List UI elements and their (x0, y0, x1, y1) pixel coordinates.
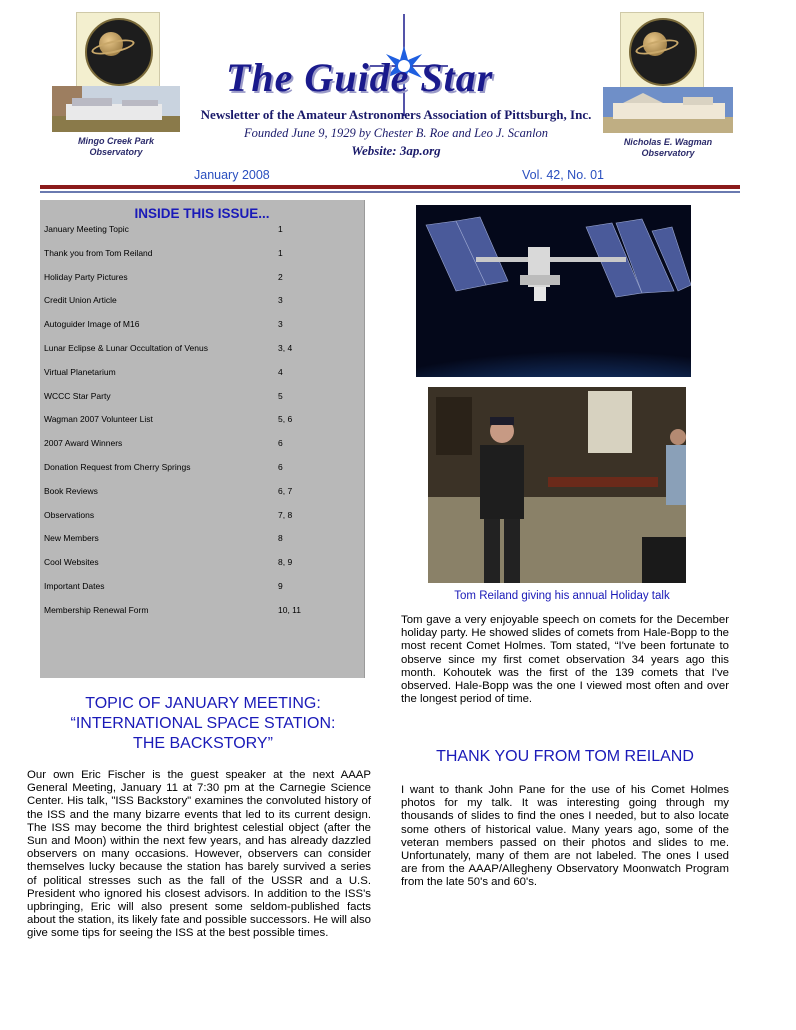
thank-you-heading: THANK YOU FROM TOM REILAND (436, 748, 694, 765)
aaap-seal-left-logo (76, 12, 160, 88)
toc-item-page: 4 (278, 366, 283, 377)
january-meeting-body: Our own Eric Fischer is the guest speaker at the next AAAP General Meeting, January 11 at 7:30 pm at the Carnegie Science Center. His talk, "ISS Backstory" examines the convoluted history of the ISS and the many bizarre events that led to its current design. The ISS may become the third brightest celestial object (after the Sun and Moon) within the next few years, and has already dazzled observers on many occasions. However, observers can consider themselves lucky because the station has barely survived a series of political stresses such as the fall of the USSR and a U.S. President who ignored his closest advisors. In addition to the ISS's upbringing, Eric will also present some seldom-published facts about the station, its likely fate and possible successors. He will also give some tips for seeing the ISS at the best possible times. (27, 769, 371, 940)
toc-row[interactable] (44, 222, 354, 236)
holiday-talk-body: Tom gave a very enjoyable speech on comets for the December holiday party. He showed slides of comets from Hale-Bopp to the most recent Comet Holmes. Tom stated, “I've been fortunate to observe since my first comet observation 34 years ago this month. Kohoutek was the first of the 139 comets that I've observed. Hale-Bopp was the one I viewed most often and over the longest period of time. (401, 614, 729, 706)
toc-row[interactable] (44, 412, 354, 426)
toc-row[interactable] (44, 365, 354, 379)
toc-item-page: 8 (278, 533, 283, 544)
toc-row[interactable] (44, 579, 354, 593)
toc-item-page: 1 (278, 247, 283, 258)
heading-line-2: “INTERNATIONAL SPACE STATION: (70, 715, 336, 732)
toc-item-title: Thank you from Tom Reiland (44, 247, 153, 258)
toc-row[interactable] (44, 531, 354, 545)
toc-item-page: 10, 11 (278, 604, 302, 615)
january-meeting-heading (36, 694, 370, 754)
issue-volume: Vol. 42, No. 01 (522, 168, 605, 182)
toc-item-page: 8, 9 (278, 557, 293, 568)
toc-item-title: Wagman 2007 Volunteer List (44, 414, 153, 425)
header-divider-blue (40, 191, 740, 193)
inside-this-issue-box (40, 200, 365, 678)
toc-item-title: Virtual Planetarium (44, 366, 116, 377)
issue-date: January 2008 (194, 168, 270, 182)
toc-item-page: 5, 6 (278, 414, 293, 425)
toc-row[interactable] (44, 484, 354, 498)
photo-caption: Tom Reiland giving his annual Holiday talk (454, 590, 670, 602)
toc-item-page: 5 (278, 390, 283, 401)
left-observatory-caption: Mingo Creek Park Observatory (77, 136, 155, 157)
toc-item-page: 3 (278, 295, 283, 306)
toc-item-title: January Meeting Topic (44, 224, 129, 234)
iss-photo (416, 205, 691, 377)
toc-item-title: Observations (44, 509, 95, 520)
toc-title: INSIDE THIS ISSUE... (134, 206, 270, 221)
toc-item-title: Important Dates (44, 581, 105, 591)
heading-line-1: TOPIC OF JANUARY MEETING: (85, 695, 321, 712)
toc-item-title: Cool Websites (44, 557, 99, 568)
mingo-creek-observatory-photo (52, 86, 180, 132)
toc-row[interactable] (44, 603, 354, 617)
toc-row[interactable] (44, 436, 354, 450)
toc-row[interactable] (44, 246, 354, 260)
wagman-observatory-photo (603, 87, 733, 133)
tom-reiland-holiday-talk-photo (428, 387, 686, 583)
aaap-seal-right-logo (620, 12, 704, 88)
toc-item-page: 2 (278, 271, 283, 282)
toc-item-title: Holiday Party Pictures (44, 271, 128, 282)
toc-row[interactable] (44, 317, 354, 331)
toc-item-title: New Members (44, 533, 99, 544)
toc-row[interactable] (44, 270, 354, 284)
thank-you-body: I want to thank John Pane for the use of his Comet Holmes photos for my talk. It was interesting going through my thousands of slides to find the ones I needed, but to also locate some others of historical value. Many years ago, some of the veteran members passed on their photos and slides to me. Unfortunately, many of them are not labeled. The ones I used are from the AAAP/Allegheny Observatory Moonwatch Program from the late 50's and 60's. (401, 784, 729, 889)
toc-item-page: 6 (278, 438, 283, 449)
newsletter-subtitle: Newsletter of the Amateur Astronomers Association of Pittsburgh, Inc. (200, 107, 592, 122)
toc-item-title: Donation Request from Cherry Springs (44, 462, 191, 472)
toc-item-page: 3, 4 (278, 343, 293, 353)
toc-item-title: Autoguider Image of M16 (44, 319, 140, 330)
newsletter-title: The Guide Star (226, 55, 494, 100)
toc-item-title: WCCC Star Party (44, 390, 111, 401)
toc-item-title: Lunar Eclipse & Lunar Occultation of Venus (44, 343, 208, 353)
toc-item-page: 6, 7 (278, 485, 293, 496)
toc-row[interactable] (44, 389, 354, 403)
toc-row[interactable] (44, 293, 354, 307)
toc-item-title: Book Reviews (44, 485, 98, 496)
toc-row[interactable] (44, 555, 354, 569)
toc-item-title: 2007 Award Winners (44, 438, 123, 449)
right-observatory-caption: Nicholas E. Wagman Observatory (623, 137, 713, 158)
toc-item-title: Membership Renewal Form (44, 604, 149, 615)
toc-row[interactable] (44, 508, 354, 522)
toc-item-page: 3 (278, 319, 283, 330)
heading-line-3: THE BACKSTORY” (133, 735, 273, 752)
toc-item-page: 6 (278, 462, 283, 472)
website-line[interactable]: Website: 3ap.org (351, 143, 441, 158)
toc-item-page: 1 (278, 224, 283, 234)
header-divider-red (40, 185, 740, 189)
toc-row[interactable] (44, 341, 354, 355)
toc-item-title: Credit Union Article (44, 295, 117, 306)
founded-line: Founded June 9, 1929 by Chester B. Roe and Leo J. Scanlon (243, 126, 549, 140)
toc-row[interactable] (44, 460, 354, 474)
toc-item-page: 7, 8 (278, 509, 293, 520)
toc-item-page: 9 (278, 581, 283, 591)
